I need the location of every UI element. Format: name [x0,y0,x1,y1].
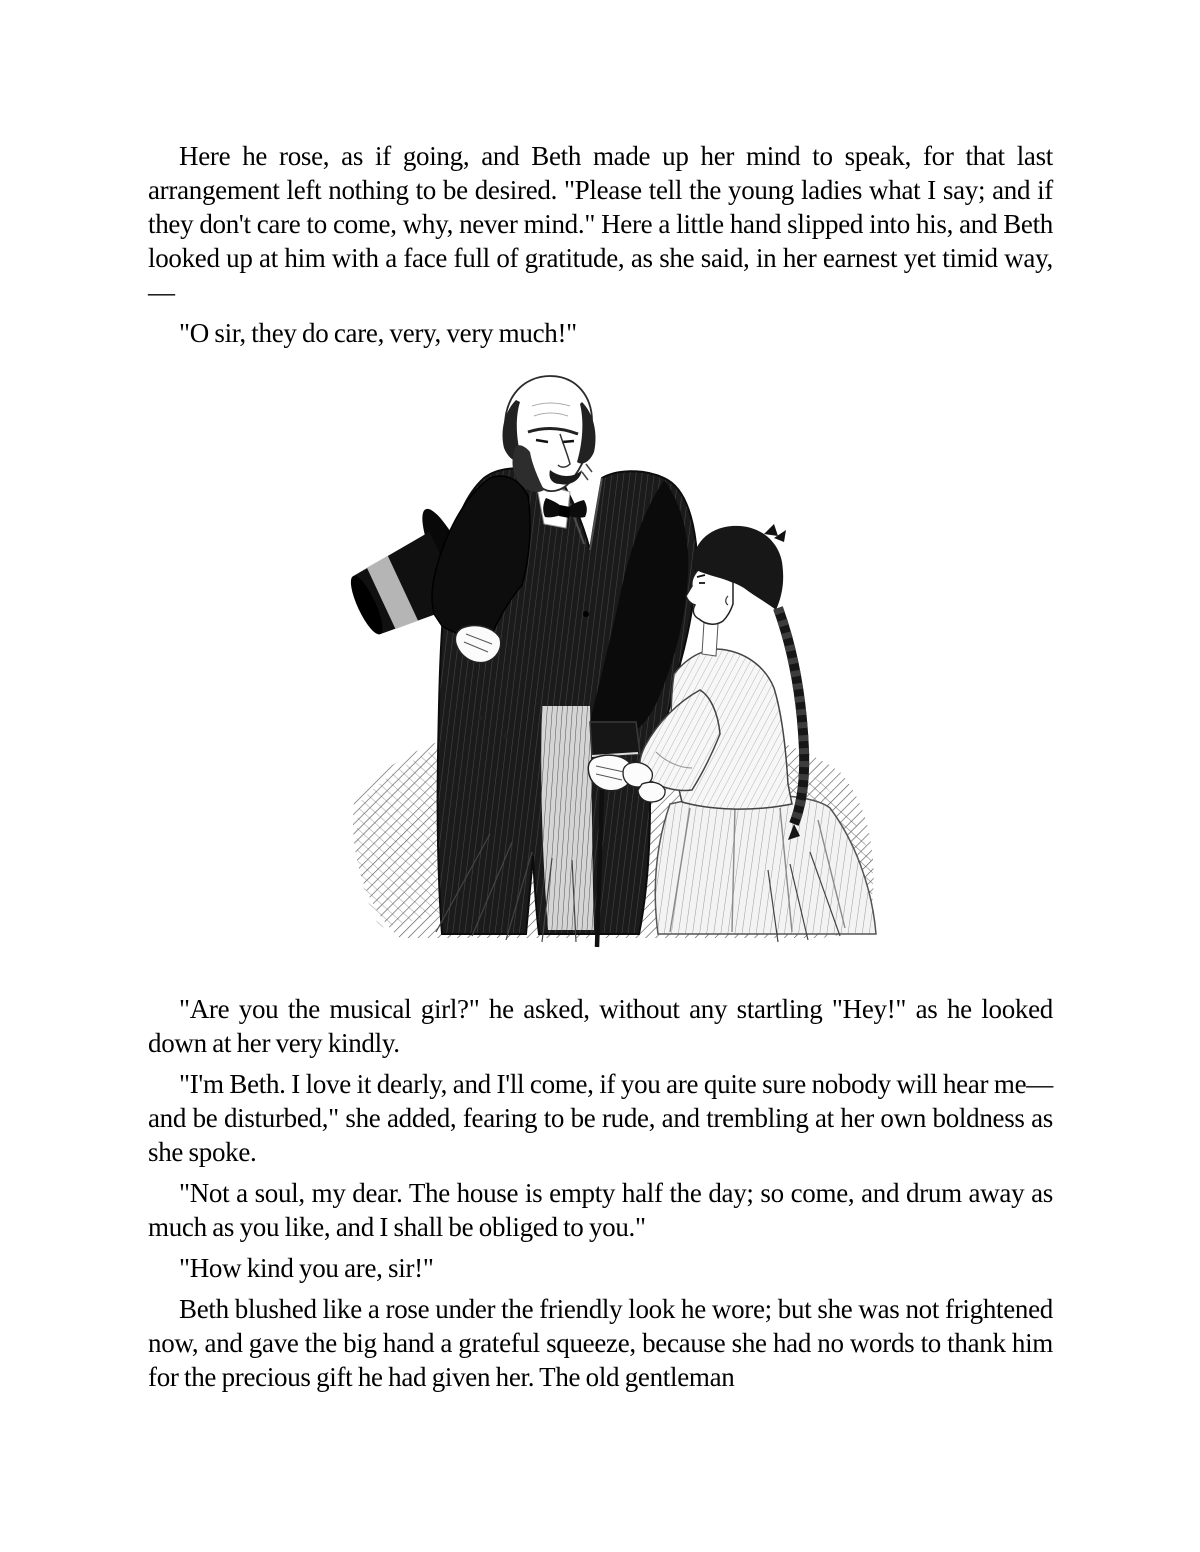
gentleman-cuff [590,722,640,756]
paragraph-7: Beth blushed like a rose under the friendly look he wore; but she was not frightened now, and gave the big hand a grateful squeeze, because she had no words to thank him for the precious gift he had given her. The old gentleman [148,1294,1053,1392]
book-page [148,0,1053,1401]
paragraph-3-dialogue: "Are you the musical girl?" he asked, without any startling "Hey!" as he looked down at her very kindly. [148,994,1053,1058]
engraving-illustration [340,372,880,950]
gentleman-head [503,376,596,492]
paragraph-2-dialogue: "O sir, they do care, very, very much!" [179,318,577,348]
book-illustration [340,372,880,950]
paragraph-5-dialogue: "Not a soul, my dear. The house is empty half the day; so come, and drum away as much as you like, and I shall be obliged to you." [148,1178,1053,1242]
paragraph-1: Here he rose, as if going, and Beth made up her mind to speak, for that last arrangement left nothing to be desired. "Please tell the young ladies what I say; and if they don't care to come, why, never mind." Here a little hand slipped into his, and Beth looked up at him with a face full of gratitude, as she said, in her earnest yet timid way,— [148,141,1053,307]
paragraph-6-dialogue: "How kind you are, sir!" [179,1253,434,1283]
paragraph-4-dialogue: "I'm Beth. I love it dearly, and I'll come, if you are quite sure nobody will hear me—and be disturbed," she added, fearing to be rude, and trembling at her own boldness as she spoke. [148,1069,1053,1167]
girl-neck [702,622,718,656]
